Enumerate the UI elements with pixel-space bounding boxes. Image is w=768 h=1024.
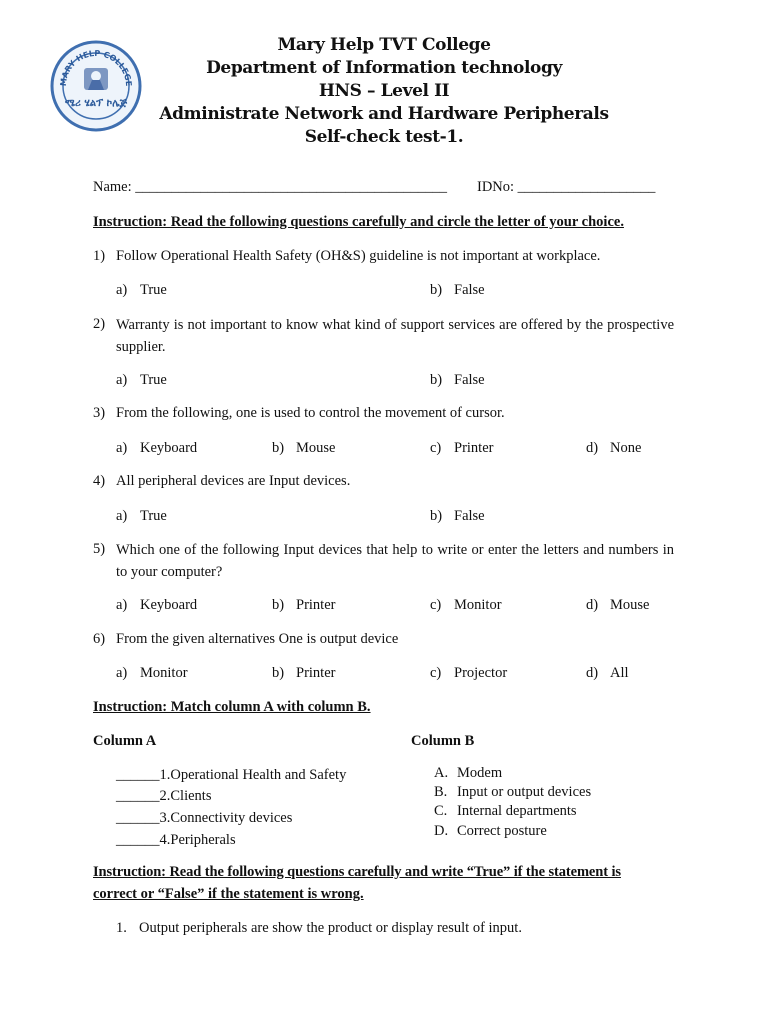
question-number: 6) <box>93 631 106 647</box>
question-text: From the given alternatives One is output device <box>116 631 399 647</box>
column-a-item[interactable]: ______3.Connectivity devices <box>116 810 293 826</box>
option[interactable]: a) Keyboard <box>116 440 198 456</box>
option[interactable]: b) Printer <box>272 665 336 681</box>
option[interactable]: a) True <box>116 372 167 388</box>
option[interactable]: d) Mouse <box>586 597 650 613</box>
column-b-title: Column B <box>411 733 475 749</box>
column-a-item[interactable]: ______4.Peripherals <box>116 832 236 848</box>
option[interactable]: c) Printer <box>430 440 494 456</box>
question-text: From the following, one is used to control the movement of cursor. <box>116 405 505 421</box>
column-b-item: A. Modem <box>434 765 503 781</box>
option[interactable]: c) Projector <box>430 665 508 681</box>
question-number: 4) <box>93 473 106 489</box>
option[interactable]: a) Monitor <box>116 665 188 681</box>
question-number: 5) <box>93 541 106 557</box>
option[interactable]: b) False <box>430 508 485 524</box>
document-header <box>0 34 768 149</box>
question-text: Warranty is not important to know what kind of support services are offered by the prospective supplier. <box>116 317 674 355</box>
instruction-multiple-choice: Instruction: Read the following questions carefully and circle the letter of your choice. <box>93 214 624 230</box>
logo-script-text: ሜሪ ሄልፕ ኮሌጅ <box>64 98 128 109</box>
question-text: Which one of the following Input devices that help to write or enter the letters and numbers in to your computer? <box>116 542 674 580</box>
course-title: Administrate Network and Hardware Peripherals <box>159 104 609 124</box>
name-field[interactable]: Name: ___________________________________________ <box>93 179 448 195</box>
question-number: 2) <box>93 316 106 332</box>
column-a-title: Column A <box>93 733 157 749</box>
option[interactable]: d) All <box>586 665 629 681</box>
question-number: 1) <box>93 248 106 264</box>
question-text: Follow Operational Health Safety (OH&S) guideline is not important at workplace. <box>116 248 601 264</box>
question-number: 3) <box>93 405 106 421</box>
question-text: All peripheral devices are Input devices. <box>116 473 351 489</box>
test-title: Self-check test-1. <box>304 127 464 147</box>
option[interactable]: b) Mouse <box>272 440 336 456</box>
option[interactable]: a) True <box>116 508 167 524</box>
option[interactable]: b) False <box>430 372 485 388</box>
column-a-item[interactable]: ______1.Operational Health and Safety <box>116 767 347 783</box>
id-field[interactable]: IDNo: ___________________ <box>477 179 656 195</box>
column-a-item[interactable]: ______2.Clients <box>116 788 212 804</box>
instruction-matching: Instruction: Match column A with column B. <box>93 699 371 715</box>
logo-ring-text: MARY HELP COLLEGE <box>58 48 134 87</box>
instruction-true-false: Instruction: Read the following questions carefully and write “True” if the statement is <box>93 864 621 880</box>
department-name: Department of Information technology <box>206 58 562 78</box>
option[interactable]: c) Monitor <box>430 597 502 613</box>
column-b-item: B. Input or output devices <box>434 784 592 800</box>
option[interactable]: d) None <box>586 440 642 456</box>
tf-number: 1. <box>116 920 127 936</box>
option[interactable]: b) False <box>430 282 485 298</box>
instruction-true-false-cont: correct or “False” if the statement is wrong. <box>93 886 364 902</box>
level-title: HNS – Level II <box>318 81 450 101</box>
college-name: Mary Help TVT College <box>277 35 491 55</box>
column-b-item: D. Correct posture <box>434 823 547 839</box>
tf-statement: Output peripherals are show the product or display result of input. <box>139 920 522 936</box>
option[interactable]: a) Keyboard <box>116 597 198 613</box>
column-b-item: C. Internal departments <box>434 803 577 819</box>
option[interactable]: a) True <box>116 282 167 298</box>
option[interactable]: b) Printer <box>272 597 336 613</box>
